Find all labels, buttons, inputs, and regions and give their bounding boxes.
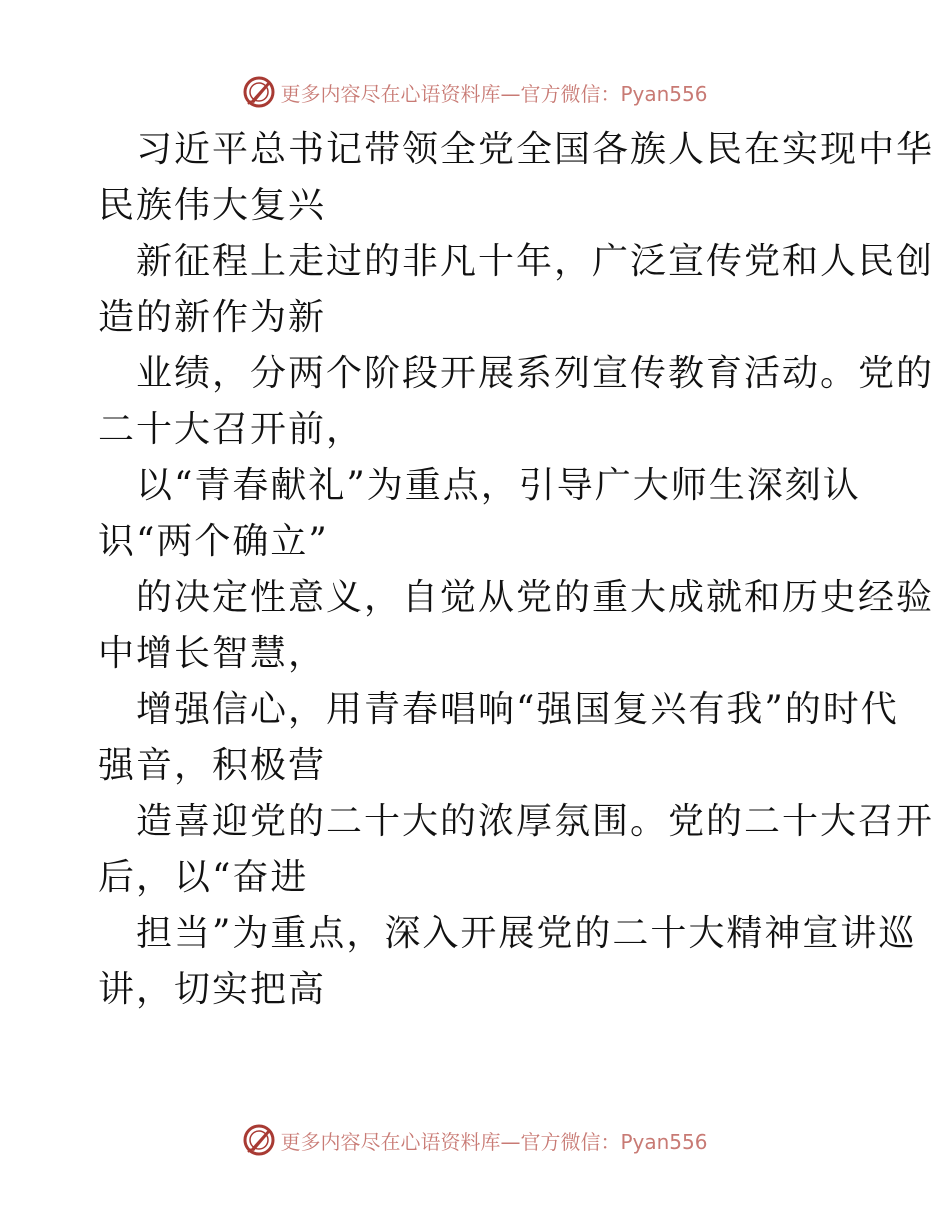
quill-pen-logo-icon — [242, 1123, 276, 1157]
paragraph-line: 业绩，分两个阶段开展系列宣传教育活动。党的 — [136, 353, 935, 394]
paragraph-6 — [98, 682, 899, 794]
paragraph-line: 造喜迎党的二十大的浓厚氛围。党的二十大召开 — [136, 801, 935, 842]
header-banner-text: 更多内容尽在心语资料库—官方微信：Pyan556 — [280, 81, 708, 106]
paragraph-line: 的决定性意义，自觉从党的重大成就和历史经验 — [136, 577, 935, 618]
paragraph-8 — [98, 906, 917, 1018]
paragraph-line: 习近平总书记带领全党全国各族人民在实现中华 — [136, 129, 935, 170]
paragraph-2 — [98, 234, 935, 346]
paragraph-line: 造的新作为新 — [98, 297, 327, 338]
paragraph-line: 后，以“奋进 — [98, 857, 309, 898]
footer-banner — [0, 1120, 950, 1160]
paragraph-line: 担当”为重点，深入开展党的二十大精神宣讲巡 — [136, 913, 917, 954]
quill-pen-logo-icon — [242, 75, 276, 109]
document-body — [98, 122, 935, 1018]
paragraph-7 — [98, 794, 935, 906]
paragraph-line: 中增长智慧， — [98, 633, 327, 674]
paragraph-5 — [98, 570, 935, 682]
header-banner — [0, 72, 950, 112]
paragraph-1 — [98, 122, 935, 234]
paragraph-line: 二十大召开前， — [98, 409, 365, 450]
paragraph-4 — [98, 458, 861, 570]
paragraph-line: 讲，切实把高 — [98, 969, 327, 1010]
paragraph-line: 增强信心，用青春唱响“强国复兴有我”的时代 — [136, 689, 899, 730]
footer-banner-text: 更多内容尽在心语资料库—官方微信：Pyan556 — [280, 1129, 708, 1154]
paragraph-line: 新征程上走过的非凡十年，广泛宣传党和人民创 — [136, 241, 935, 282]
paragraph-3 — [98, 346, 935, 458]
paragraph-line: 强音，积极营 — [98, 745, 327, 786]
paragraph-line: 以“青春献礼”为重点，引导广大师生深刻认 — [136, 465, 861, 506]
paragraph-line: 识“两个确立” — [98, 521, 329, 562]
paragraph-line: 民族伟大复兴 — [98, 185, 327, 226]
